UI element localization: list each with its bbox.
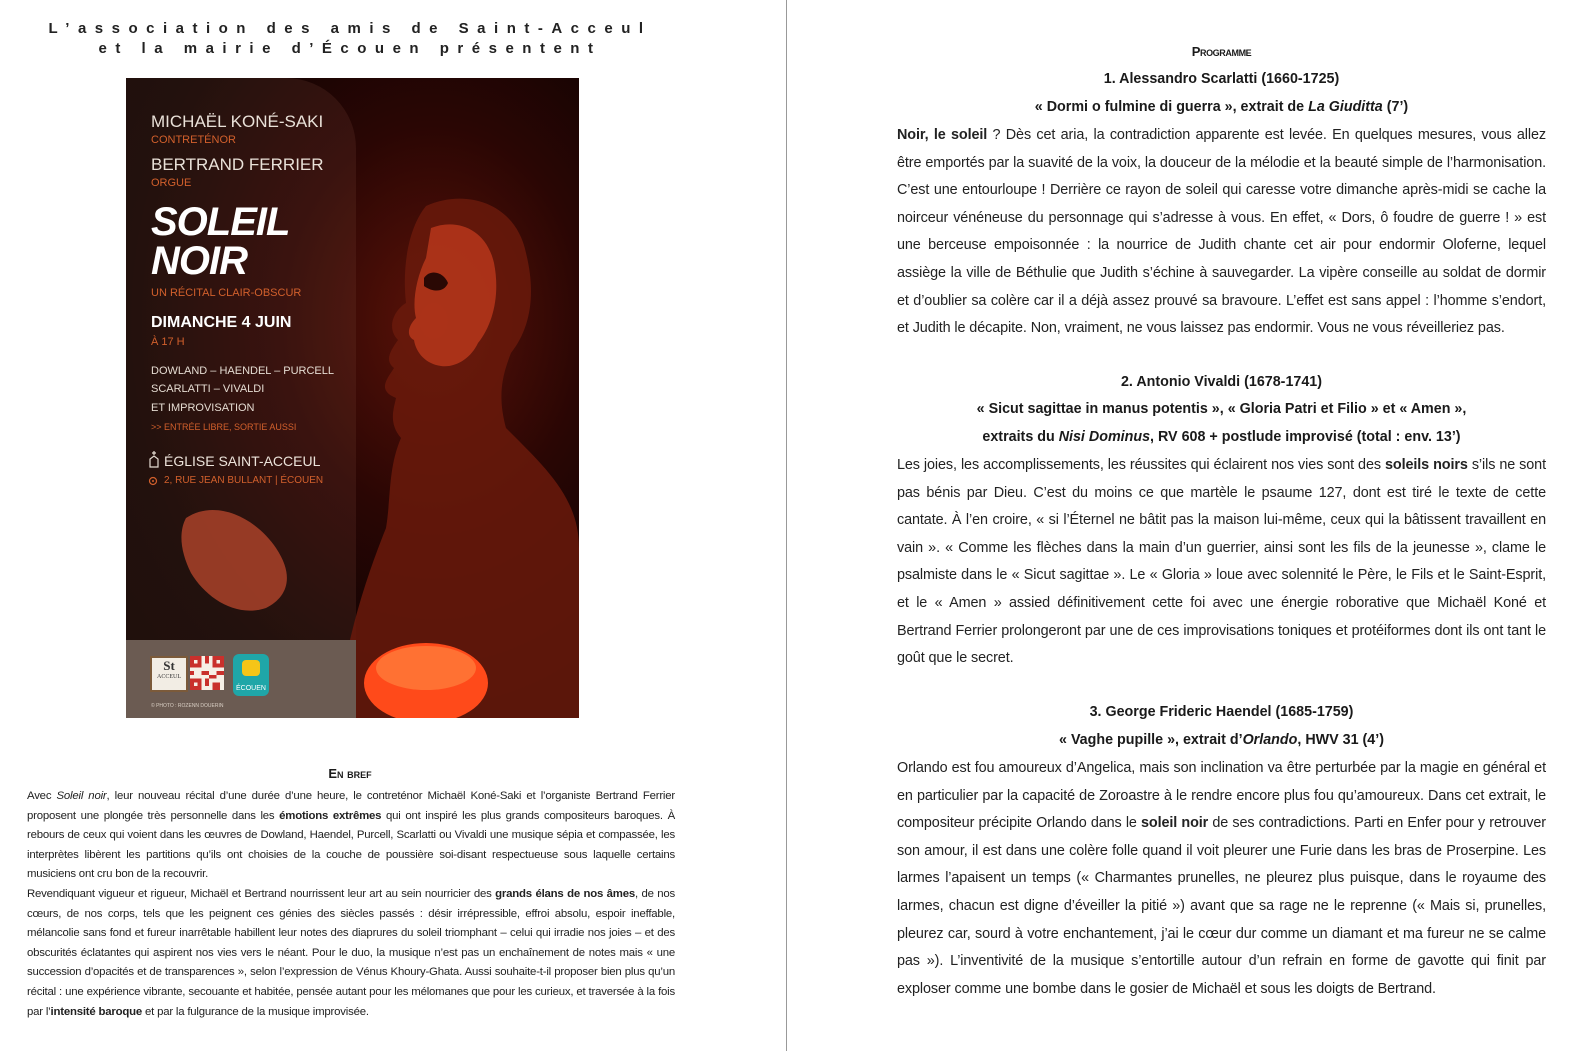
item-2-paragraph bbox=[897, 452, 1546, 673]
poster-title-line-2: NOIR bbox=[151, 239, 247, 283]
poster-address: 2, RUE JEAN BULLANT | ÉCOUEN bbox=[164, 475, 324, 486]
bold-phrase: soleils noirs bbox=[1384, 457, 1468, 473]
performer-2-role: ORGUE bbox=[151, 177, 192, 189]
italic-phrase: Orlando bbox=[1242, 732, 1298, 748]
italic-phrase: La Giuditta bbox=[1308, 99, 1383, 115]
performer-2-name: BERTRAND FERRIER bbox=[151, 155, 324, 174]
bold-phrase: Noir, le soleil bbox=[897, 127, 988, 143]
church-icon bbox=[148, 450, 160, 468]
poster-subtitle: UN RÉCITAL CLAIR-OBSCUR bbox=[151, 287, 302, 299]
poster-composers-1: DOWLAND – HAENDEL – PURCELL bbox=[151, 365, 334, 377]
saint-acceul-logo bbox=[150, 656, 188, 692]
text-run: (7’) bbox=[1382, 99, 1409, 115]
item-3-work bbox=[897, 732, 1546, 748]
item-1-work bbox=[897, 99, 1546, 115]
brief-text bbox=[27, 787, 675, 1022]
ecouen-logo bbox=[233, 654, 269, 696]
text-run: et par la fulgurance de la musique improvisée. bbox=[142, 1005, 369, 1018]
item-3-text bbox=[897, 755, 1546, 1003]
poster-venue: ÉGLISE SAINT-ACCEUL bbox=[164, 453, 321, 469]
brief-paragraph-2 bbox=[27, 885, 675, 1022]
brief-heading bbox=[0, 766, 700, 781]
brief-heading-text: En bref bbox=[328, 766, 372, 781]
bold-phrase: soleil noir bbox=[1141, 815, 1209, 832]
logo-acceul-text: ACCEUL bbox=[157, 674, 181, 680]
brief-paragraph-1 bbox=[27, 787, 675, 885]
performer-1-role: CONTRETÉNOR bbox=[151, 134, 236, 146]
concert-poster bbox=[126, 78, 579, 718]
text-run: Revendiquant vigueur et rigueur, Michaël et Bertrand nourrissent leur art au sein nourricier des bbox=[27, 887, 496, 900]
item-2-composer: 2. Antonio Vivaldi (1678-1741) bbox=[1120, 374, 1323, 390]
page-divider bbox=[786, 0, 787, 1051]
text-run: , leur nouveau récital d’une durée d’une heure, le contreténor Michaël Koné-Saki et l’organiste Bertrand Ferrier proposent une plongée très personnelle dans les bbox=[27, 790, 675, 822]
poster-title-line-1: SOLEIL bbox=[151, 200, 290, 244]
logo-st-text: St bbox=[163, 658, 175, 673]
text-run: qui ont inspiré les plus grands compositeurs baroques. À rebours de ceux qui voient dans les œuvres de Dowland, Haendel, Purcell, Scarlatti ou Vivaldi une musique sépia et compassée, les interprètes libèrent les partitions qu’ils ont choisies de la couche de poussière soi-disant respectueuse sous laquelle certains musiciens ont cru bon de la recouvrir. bbox=[27, 809, 675, 881]
item-2-work-line-1: « Sicut sagittae in manus potentis », « Gloria Patri et Filio » et « Amen », bbox=[976, 401, 1467, 417]
bold-phrase: émotions extrêmes bbox=[279, 809, 382, 822]
text-run: Avec bbox=[27, 790, 57, 802]
text-run: extraits du bbox=[982, 429, 1059, 445]
item-1-composer: 1. Alessandro Scarlatti (1660-1725) bbox=[1103, 71, 1340, 87]
text-run: s’ils ne sont pas bénis par Dieu. C’est du moins ce que martèle le psaume 127, dont est tiré le texte de cette cantate. À l’en croire, « si l’Éternel ne bâtit pas la maison lui-même, ceux qui la bâtissent travaillent en vain ». « Comme les flèches dans la main d’un guerrier, ainsi sont les fils de la jeunesse », clame le psalmiste dans le « Sicut sagittae ». Le « Gloria » loue avec solennité le Père, le Fils et le Saint-Esprit, et le « Amen » assied définitivement cette foi avec une énergie roborative que Michaël Koné et Bertrand Ferrier prolongeront par une de ces improvisations toniques et protéiformes dont ils ont tant le goût que le secret. bbox=[897, 457, 1546, 667]
item-2-text bbox=[897, 452, 1546, 673]
text-run: Orlando est fou amoureux d’Angelica, mais son inclination va être perturbée par la magie en général et en particulier par la capacité de Zoroastre à le rendre encore plus fou qu’amoureux. Dans cet extrait, le compositeur précipite Orlando dans le bbox=[897, 760, 1546, 832]
text-run: « Vaghe pupille », extrait d’ bbox=[1059, 732, 1243, 748]
text-run: ? Dès cet aria, la contradiction apparente est levée. En quelques mesures, vous allez être emportés par la suavité de la voix, la douceur de la mélodie et la beauté simple de l’harmonisation. C’est une entourloupe ! Derrière ce rayon de soleil qui caresse votre dimanche après-midi se cache la noirceur vénéneuse du personnage qui s’adresse à vous. En effet, « Dors, ô foudre de guerre ! » est une berceuse empoisonnée : la nourrice de Judith chante cet air pour endormir Oloferne, lequel assiège la ville de Béthulie que Judith s’échine à sauvegarder. La vipère conseille au soldat de dormir et d’oublier sa colère car il a déjà assez prouvé sa bravoure. L’effet est sans appel : l’homme s’endort, et Judith le décapite. Non, vraiment, ne vous laissez pas endormir. Vous ne vous réveilleriez pas. bbox=[897, 127, 1546, 337]
item-3-paragraph bbox=[897, 755, 1546, 1003]
text-run: , RV 608 + postlude improvisé (total : env. 13’) bbox=[1150, 429, 1461, 445]
presenters-line-2: et la mairie d’Écouen présentent bbox=[98, 40, 602, 57]
text-run: de ses contradictions. Parti en Enfer pour y retrouver son amour, il est dans une colère folle quand il voit pleurer une Furie dans les bras de Proserpine. Les larmes l’apaisent un temps (« Charmantes prunelles, ne pleurez plus puisque, dans le royaume des larmes, chacun est digne d’éveiller la pitié ») avant que sa rage ne le reprenne (« Mais si, prunelles, pleurez car, sourd à votre enchantement, j’ai le cœur dur comme un diamant et ma fureur ne se calme pas »). L’inventivité de la musique s’entortille autour d’un refrain en forme de gavotte qui finit par exploser comme une bombe dans le gosier de Michaël et sous les doigts de Bertrand. bbox=[897, 815, 1546, 997]
poster-composers-3: ET IMPROVISATION bbox=[151, 402, 255, 414]
poster-date: DIMANCHE 4 JUIN bbox=[151, 314, 292, 331]
performer-1-name: MICHAËL KONÉ-SAKI bbox=[151, 112, 324, 131]
item-2-work-line-2 bbox=[897, 429, 1546, 445]
qr-code bbox=[190, 656, 224, 690]
item-1-paragraph bbox=[897, 122, 1546, 343]
poster-composers-2: SCARLATTI – VIVALDI bbox=[151, 383, 265, 395]
text-run: , HWV 31 (4’) bbox=[1297, 732, 1384, 748]
italic-phrase: Nisi Dominus bbox=[1058, 429, 1151, 445]
photo-credit: © PHOTO : ROZENN DOUERIN bbox=[151, 703, 224, 709]
item-3-composer: 3. George Frideric Haendel (1685-1759) bbox=[1089, 704, 1354, 720]
poster-entry: >> ENTRÉE LIBRE, SORTIE AUSSI bbox=[151, 422, 297, 432]
presenters-line-1: L’association des amis de Saint-Acceul bbox=[48, 20, 652, 37]
italic-phrase: Soleil noir bbox=[56, 790, 107, 802]
item-1-text bbox=[897, 122, 1546, 343]
programme-heading bbox=[897, 44, 1546, 59]
programme-heading-text: Programme bbox=[1191, 44, 1252, 59]
logo-ecouen-text: ÉCOUEN bbox=[236, 685, 266, 692]
text-run: Les joies, les accomplissements, les réussites qui éclairent nos vies sont des bbox=[897, 457, 1385, 473]
speech-bubble-icon bbox=[242, 660, 260, 676]
bold-phrase: grands élans de nos âmes bbox=[495, 887, 635, 900]
location-pin-icon bbox=[148, 476, 158, 486]
text-run: « Dormi o fulmine di guerra », extrait de bbox=[1034, 99, 1309, 115]
bold-phrase: intensité baroque bbox=[50, 1005, 143, 1018]
poster-time: À 17 H bbox=[151, 336, 185, 348]
text-run: , de nos cœurs, de nos corps, tels que les peignent ces génies des siècles passés : désir irrépressible, effroi absolu, espoir ineffable, mélancolie sans fond et fureur inarrêtable habillent leur notes des diaprures du soleil triomphant – celui qui irradie nos joies – et des obscurités éclatantes qui aspirent nos vies vers le néant. Pour le duo, la musique n’est pas un enchaînement de notes mais « une succession d’opacités et de transparences », selon l’expression de Vénus Khoury-Ghata. Aussi souhaite-t-il proposer bien plus qu’un récital : une expérience vibrante, secouante et habitée, pensée autant pour les mélomanes que pour les curieux, et traversée à la fois par l’ bbox=[27, 887, 676, 1018]
